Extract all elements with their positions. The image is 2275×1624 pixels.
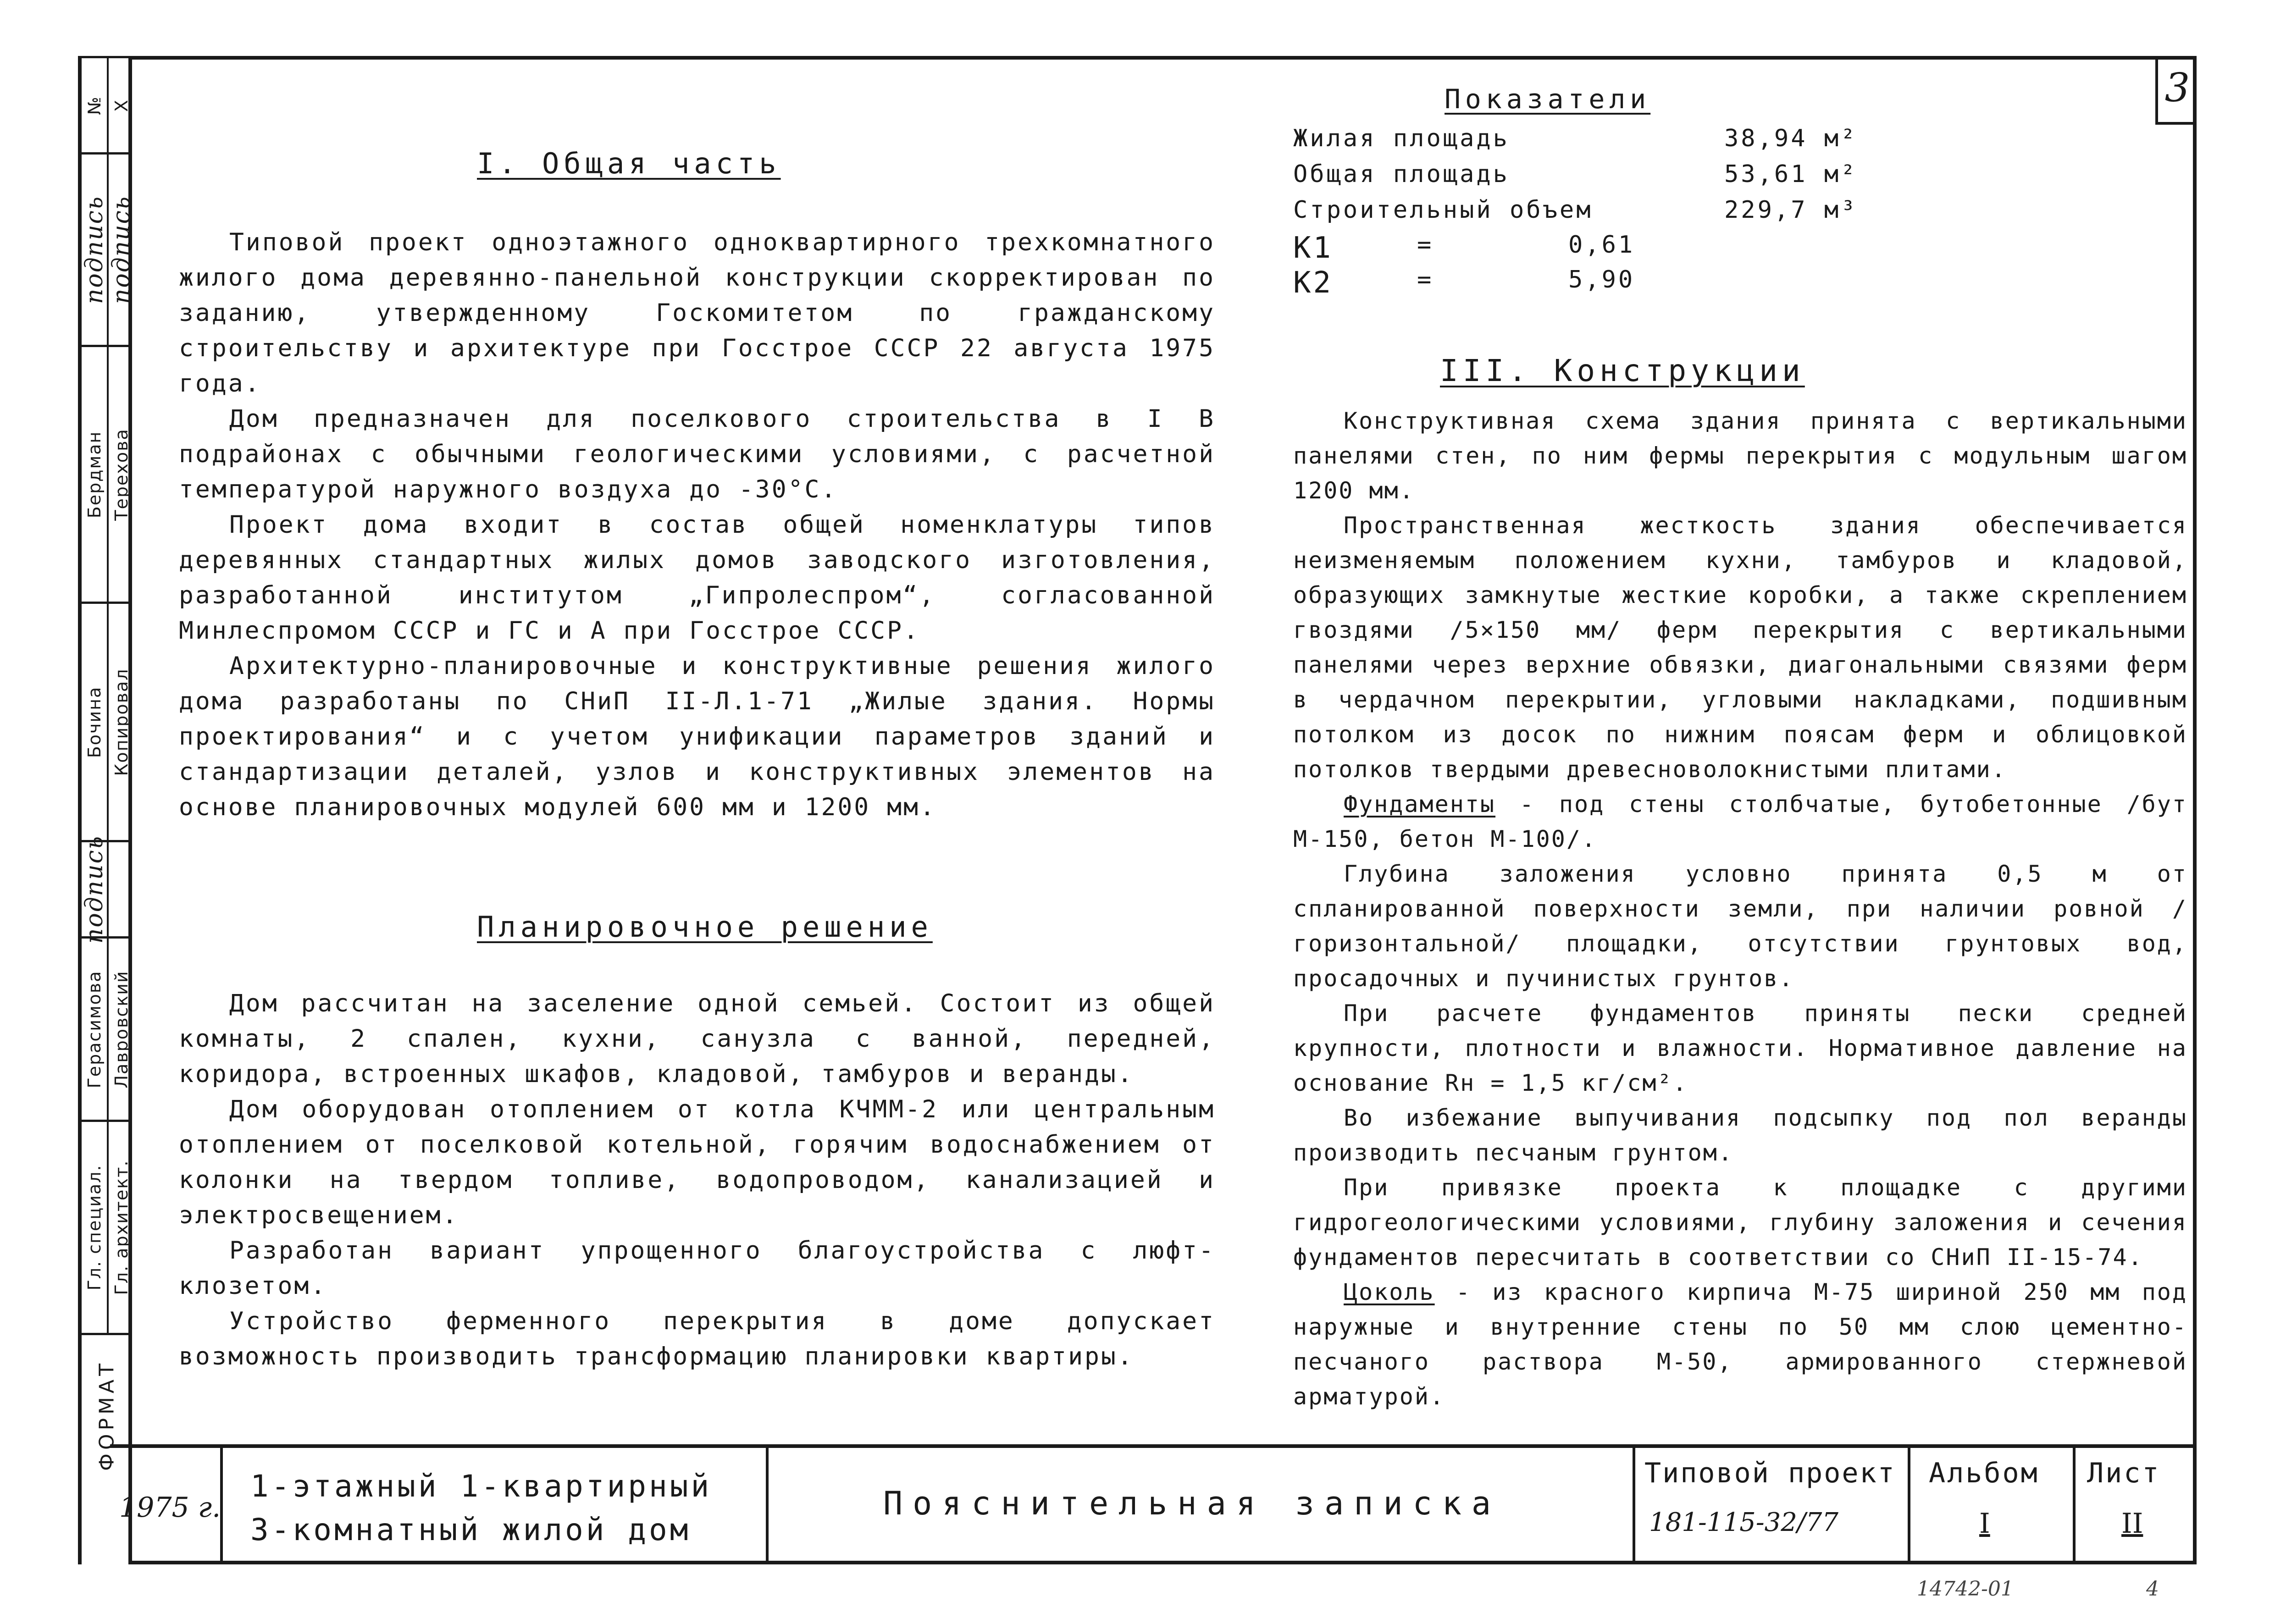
constructions-section-text [1293,403,2187,1414]
foundations-label: Фундаменты [1344,791,1496,818]
stamp-name: Бочина [84,686,105,758]
plinth-paragraph [1293,1275,2187,1414]
indicator-value: 0,61 [1568,231,1635,259]
sheet-label: Лист [2087,1457,2161,1489]
page-number: 3 [2155,56,2197,125]
indicator-label: Строительный объем [1293,196,1593,224]
project-label: Типовой проект [1644,1457,1896,1489]
document-title: Пояснительная записка [883,1485,1501,1522]
sheet-cell [2073,1448,2197,1563]
paragraph: Устройство ферменного перекрытия в доме допускает возможность производить трансформацию планировки квартиры. [179,1307,1215,1370]
signature-cell [80,835,132,944]
foundations-text: - под стены столбчатые, бутобетонные /бут М-150, бетон М-100/. [1293,791,2187,852]
paragraph: Глубина заложения условно принята 0,5 м от спланированной поверхности земли, при наличии ровной /горизонтальной/ площадки, отсутствии грунтовых вод, просадочных и пучинистых грунтов. [1293,861,2187,992]
album-cell [1908,1448,2073,1563]
signature-mark: подпись [80,835,108,944]
paragraph: Дом оборудован отоплением от котла КЧММ-2 или центральным отоплением от поселковой котельной, горячим водоснабжением от колонки на твердом топливе, водопроводом, канализацией и электросвещением. [179,1095,1215,1229]
paragraph: Во избежание выпучивания подсыпку под пол веранды производить песчаным грунтом. [1293,1105,2187,1166]
paragraph: Архитектурно-планировочные и конструктивные решения жилого дома разработаны по СНиП II-Л.1-71 „Жилые здания. Нормы проектирования“ и с учетом унификации параметров зданий и стандартизации деталей, узлов и конструктивных элементов на основе планировочных модулей 600 мм и 1200 мм. [179,652,1215,821]
indicator-label: К1 [1293,231,1334,265]
paragraph: Типовой проект одноэтажного одноквартирного трехкомнатного жилого дома деревянно-панельной конструкции скорректирован по заданию, утвержденному Госкомитетом по гражданскому строительству и архитектуре при Госстрое СССР 22 августа 1975 года. [179,228,1215,398]
sheet-number-cell [82,56,132,152]
indicator-value: 38,94 м² [1724,125,1858,152]
building-name-line: 1-этажный 1-квартирный [250,1469,712,1504]
stamp-cell [82,602,132,840]
project-cell [1633,1448,1908,1563]
archive-page: 4 [2146,1577,2159,1601]
foundations-paragraph [1293,787,2187,856]
indicator-eq: = [1417,266,1434,293]
sheet-value: II [2121,1508,2143,1540]
building-name-line: 3-комнатный жилой дом [250,1512,691,1547]
building-name-cell [220,1448,766,1563]
paragraph: При привязке проекта к площадке с другими гидрогеологическими условиями, глубину заложения и сечения фундаментов пересчитать в соответствии со СНиП II-15-74. [1293,1174,2187,1270]
constructions-section-title: III. Конструкции [1440,353,1805,388]
year-cell [110,1448,220,1563]
project-number: 181-115-32/77 [1649,1508,1838,1537]
paragraph: Дом предназначен для поселкового строительства в I В подрайонах с обычными геологическими условиями, с расчетной температурой наружного воздуха до -30°С. [179,405,1215,503]
stamp-role: Гл. архитект. [111,1160,132,1295]
planning-section-title: Планировочное решение [477,910,933,944]
plinth-text: - из красного кирпича М-75 шириной 250 мм под наружные и внутренние стены по 50 мм слою цементно-песчаного раствора М-50, армированного стержневой арматурой. [1293,1279,2187,1410]
stamp-cell [82,1120,132,1335]
general-section-title: I. Общая часть [477,147,781,180]
stamp-cell [82,345,132,602]
doc-title-cell [766,1448,1633,1563]
paragraph: Пространственная жесткость здания обеспечивается неизменяемым положением кухни, тамбуров и кладовой, образующих замкнутые жесткие коробки, а также скреплением гвоздями /5×150 мм/ ферм перекрытия с вертикальными панелями через верхние обвязки, диагональными связями ферм в чердачном перекрытии, угловыми накладками, подшивным потолком из досок по нижним поясам ферм и облицовкой потолков твердыми древесноволокнистыми плитами. [1293,512,2187,783]
planning-section-text [179,986,1215,1374]
paragraph: Дом рассчитан на заселение одной семьей. Состоит из общей комнаты, 2 спален, кухни, санузла с ванной, передней, коридора, встроенных шкафов, кладовой, тамбуров и веранды. [179,989,1215,1088]
stamp-name: Терехова [111,428,132,521]
signature-mark: подпись [80,195,108,304]
sheet-number-mark: X [111,99,132,112]
paragraph: Разработан вариант упрощенного благоустройства с люфт-клозетом. [179,1237,1215,1300]
indicator-value: 5,90 [1568,266,1635,293]
album-label: Альбом [1929,1457,2039,1489]
paragraph: Проект дома входит в состав общей номенклатуры типов деревянных стандартных жилых домов заводского изготовления, разработанной институтом „Гипролеспром“, согласованной Минлеспромом СССР и ГС и А при Госстрое СССР. [179,511,1215,645]
title-block [110,1444,2197,1563]
year: 1975 г. [119,1491,221,1524]
stamp-name: Бердман [84,431,105,518]
stamp-role: Гл. специал. [84,1164,105,1291]
signature-mark: подпись [107,195,135,304]
archive-number: 14742-01 [1917,1577,2014,1601]
stamp-name: Лавровский [111,970,132,1088]
paragraph: При расчете фундаментов приняты пески средней крупности, плотности и влажности. Нормативное давление на основание Rн = 1,5 кг/см². [1293,1000,2187,1096]
stamp-name: Герасимова [84,970,105,1088]
side-stamp-text: ФОРМАТ [95,1360,119,1471]
stamp-cell [82,936,132,1120]
plinth-label: Цоколь [1344,1279,1435,1305]
sheet-number-label: № [84,95,105,115]
indicator-label: К2 [1293,266,1334,300]
indicator-label: Общая площадь [1293,160,1510,188]
general-section-text [179,225,1215,825]
indicator-label: Жилая площадь [1293,125,1510,152]
signature-cell [80,152,135,345]
indicator-value: 53,61 м² [1724,160,1858,188]
stamp-name: Копировал [111,668,132,776]
indicators-title: Показатели [1445,83,1651,115]
album-value: I [1979,1508,1990,1540]
paragraph: Конструктивная схема здания принята с вертикальными панелями стен, по ним фермы перекрытия с модульным шагом 1200 мм. [1293,408,2187,504]
indicator-eq: = [1417,231,1434,259]
indicator-value: 229,7 м³ [1724,196,1858,224]
left-stamp-strip [78,56,135,1564]
